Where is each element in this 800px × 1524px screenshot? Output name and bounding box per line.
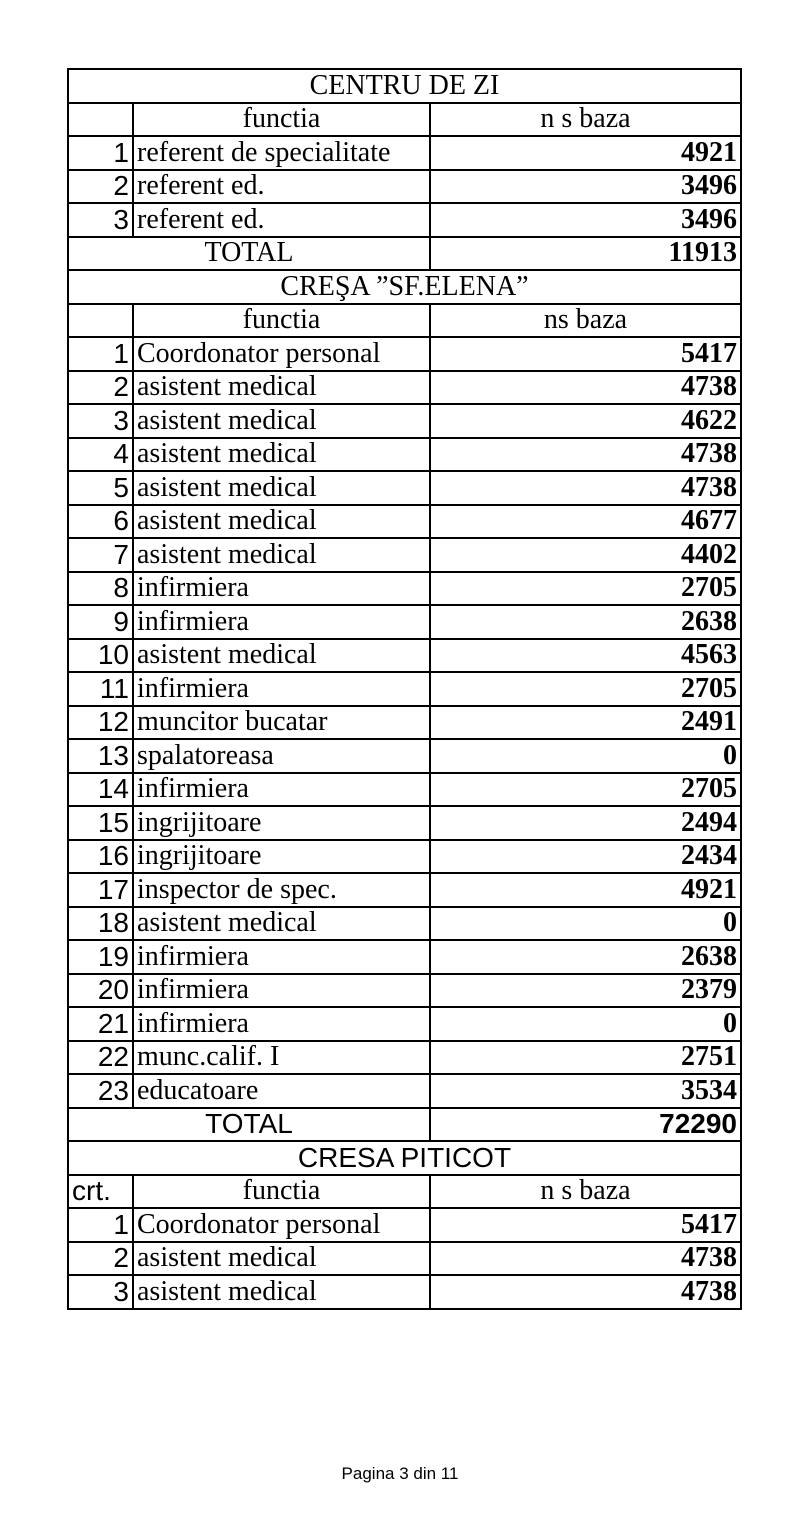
row-functia: educatoare (133, 1074, 430, 1108)
row-functia: infirmiera (133, 773, 430, 807)
section-title-row (68, 270, 741, 304)
row-number: 16 (68, 840, 133, 874)
row-functia: referent de specialitate (133, 136, 430, 170)
total-label: TOTAL (68, 237, 430, 271)
row-functia: ingrijitoare (133, 806, 430, 840)
table-row (68, 136, 741, 170)
row-value: 0 (430, 739, 741, 773)
header-functia: functia (133, 304, 430, 338)
table-row (68, 170, 741, 204)
row-functia: asistent medical (133, 1242, 430, 1276)
total-value: 11913 (430, 237, 741, 271)
header-value: n s baza (430, 1175, 741, 1209)
row-number: 22 (68, 1041, 133, 1075)
row-functia: infirmiera (133, 605, 430, 639)
table-row (68, 639, 741, 673)
section-title: CRESA PITICOT (68, 1141, 741, 1175)
row-number: 9 (68, 605, 133, 639)
row-value: 4622 (430, 404, 741, 438)
column-header-row (68, 103, 741, 137)
row-value: 4402 (430, 538, 741, 572)
row-functia: Coordonator personal (133, 1208, 430, 1242)
row-number: 17 (68, 873, 133, 907)
row-value: 2751 (430, 1041, 741, 1075)
row-value: 2638 (430, 605, 741, 639)
row-functia: infirmiera (133, 940, 430, 974)
row-number: 11 (68, 672, 133, 706)
table-row (68, 1275, 741, 1309)
row-number: 2 (68, 170, 133, 204)
table-row (68, 371, 741, 405)
header-crt (68, 103, 133, 137)
row-value: 4738 (430, 1242, 741, 1276)
row-functia: asistent medical (133, 404, 430, 438)
table-row (68, 203, 741, 237)
total-label: TOTAL (68, 1108, 430, 1142)
table-row (68, 739, 741, 773)
row-value: 2494 (430, 806, 741, 840)
row-number: 5 (68, 471, 133, 505)
row-functia: Coordonator personal (133, 337, 430, 371)
row-number: 12 (68, 706, 133, 740)
row-functia: asistent medical (133, 471, 430, 505)
row-value: 3496 (430, 203, 741, 237)
header-functia: functia (133, 1175, 430, 1209)
row-functia: asistent medical (133, 371, 430, 405)
row-number: 10 (68, 639, 133, 673)
row-functia: muncitor bucatar (133, 706, 430, 740)
table-row (68, 505, 741, 539)
section-title: CENTRU DE ZI (68, 69, 741, 103)
row-functia: munc.calif. I (133, 1041, 430, 1075)
row-functia: referent ed. (133, 203, 430, 237)
row-number: 13 (68, 739, 133, 773)
row-number: 14 (68, 773, 133, 807)
section-title-row (68, 1141, 741, 1175)
row-value: 4738 (430, 438, 741, 472)
row-value: 3496 (430, 170, 741, 204)
row-value: 3534 (430, 1074, 741, 1108)
table-row (68, 1074, 741, 1108)
row-functia: infirmiera (133, 572, 430, 606)
row-number: 18 (68, 907, 133, 941)
row-value: 2705 (430, 572, 741, 606)
row-value: 4738 (430, 371, 741, 405)
row-value: 2638 (430, 940, 741, 974)
row-value: 2705 (430, 672, 741, 706)
row-functia: asistent medical (133, 538, 430, 572)
table-row (68, 1041, 741, 1075)
table-row (68, 404, 741, 438)
row-functia: infirmiera (133, 1007, 430, 1041)
column-header-row (68, 304, 741, 338)
row-functia: inspector de spec. (133, 873, 430, 907)
row-value: 5417 (430, 1208, 741, 1242)
row-functia: infirmiera (133, 672, 430, 706)
row-value: 2434 (430, 840, 741, 874)
table-row (68, 438, 741, 472)
table-row (68, 1242, 741, 1276)
row-number: 23 (68, 1074, 133, 1108)
row-value: 2491 (430, 706, 741, 740)
row-functia: ingrijitoare (133, 840, 430, 874)
row-functia: referent ed. (133, 170, 430, 204)
row-functia: asistent medical (133, 907, 430, 941)
row-number: 2 (68, 371, 133, 405)
row-value: 0 (430, 1007, 741, 1041)
row-number: 21 (68, 1007, 133, 1041)
row-number: 3 (68, 404, 133, 438)
header-value: ns baza (430, 304, 741, 338)
table-row (68, 706, 741, 740)
row-value: 2379 (430, 974, 741, 1008)
table-row (68, 773, 741, 807)
table-row (68, 840, 741, 874)
row-number: 19 (68, 940, 133, 974)
total-value: 72290 (430, 1108, 741, 1142)
row-value: 4677 (430, 505, 741, 539)
row-functia: asistent medical (133, 639, 430, 673)
table-row (68, 940, 741, 974)
row-number: 15 (68, 806, 133, 840)
table-row (68, 1007, 741, 1041)
row-number: 2 (68, 1242, 133, 1276)
row-functia: asistent medical (133, 1275, 430, 1309)
table-row (68, 1208, 741, 1242)
row-number: 1 (68, 337, 133, 371)
row-value: 4921 (430, 873, 741, 907)
page-footer: Pagina 3 din 11 (341, 1464, 459, 1483)
table-row (68, 806, 741, 840)
table-row (68, 907, 741, 941)
row-functia: asistent medical (133, 438, 430, 472)
header-crt: crt. (68, 1175, 133, 1209)
row-number: 3 (68, 203, 133, 237)
row-value: 5417 (430, 337, 741, 371)
row-number: 3 (68, 1275, 133, 1309)
section-title: CREŞA ”SF.ELENA” (68, 270, 741, 304)
table-row (68, 337, 741, 371)
row-number: 6 (68, 505, 133, 539)
table-row (68, 974, 741, 1008)
row-value: 4921 (430, 136, 741, 170)
row-functia: asistent medical (133, 505, 430, 539)
header-functia: functia (133, 103, 430, 137)
row-number: 8 (68, 572, 133, 606)
section-title-row (68, 69, 741, 103)
row-functia: spalatoreasa (133, 739, 430, 773)
staff-salary-table (67, 68, 742, 1310)
row-value: 0 (430, 907, 741, 941)
row-number: 7 (68, 538, 133, 572)
column-header-row (68, 1175, 741, 1209)
row-value: 4738 (430, 1275, 741, 1309)
table-row (68, 538, 741, 572)
row-value: 4738 (430, 471, 741, 505)
table-row (68, 471, 741, 505)
table-row (68, 572, 741, 606)
total-row (68, 237, 741, 271)
header-crt (68, 304, 133, 338)
row-value: 2705 (430, 773, 741, 807)
table-body (68, 69, 741, 1309)
row-value: 4563 (430, 639, 741, 673)
table-row (68, 605, 741, 639)
row-number: 20 (68, 974, 133, 1008)
row-functia: infirmiera (133, 974, 430, 1008)
row-number: 1 (68, 1208, 133, 1242)
row-number: 4 (68, 438, 133, 472)
total-row (68, 1108, 741, 1142)
row-number: 1 (68, 136, 133, 170)
table-row (68, 672, 741, 706)
header-value: n s baza (430, 103, 741, 137)
table-row (68, 873, 741, 907)
